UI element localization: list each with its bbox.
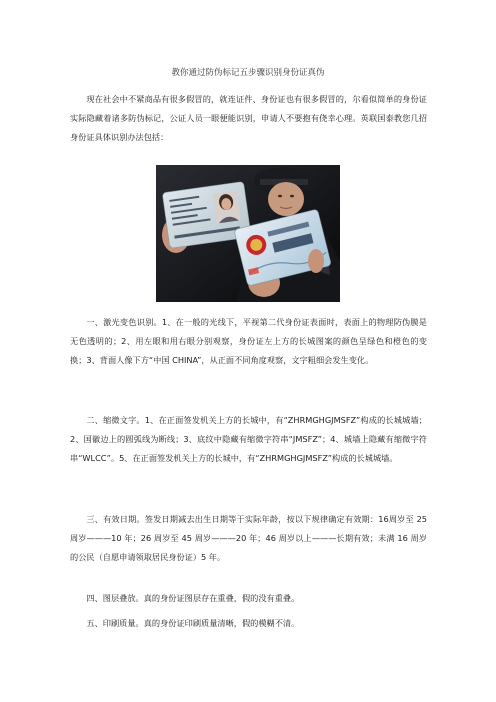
intro-paragraph: 现在社会中不紧商品有很多假冒的，就连证件、身份证也有很多假冒的，尔看似简单的身份证实际隐藏着诸多防伪标记，公证人员一眼便能识别，申请人不要抱有侥幸心理。英联国泰教您几招身份证具体识别办法包括： <box>70 94 427 142</box>
section-1-paragraph: 一、激光变色识别。1、在一般的光线下，平视第二代身份证表面时，表面上的物理防伪膜是无色透明的；2、用左眼和用右眼分别观察，身份证左上方的长城图案的颜色呈绿色和橙色的变换；3、背面人像下方“中国 CHINA”，从正面不同角度观察，文字粗细会发生变化。 <box>70 317 427 365</box>
id-card-photo <box>156 165 340 302</box>
id-card-illustration <box>156 165 340 302</box>
section-3-paragraph: 三、有效日期。签发日期减去出生日期等于实际年龄，按以下规律确定有效期：16周岁至 25 周岁———10 年；26 周岁至 45 周岁———20 年；46 周岁以上———长期有效；未满 16 周岁的公民（自愿申请领取居民身份证）5 年。 <box>70 514 427 562</box>
section-2-paragraph: 二、缩微文字。1、在正面签发机关上方的长城中，有“ZHRMGHGJMSFZ”构成的长城城墙；2、国徽边上的圆弧线为断线；3、底纹中隐藏有缩微字符串“JMSFZ”；4、城墙上隐藏有缩微字符串“WLCC”。5、在正面签发机关上方的长城中，有“ZHRMGHGJMSFZ”构成的长城城墙。 <box>70 415 427 463</box>
document-title: 教你通过防伪标记五步骤识别身份证真伪 <box>171 68 325 78</box>
section-5-paragraph: 五、印刷质量。真的身份证印刷质量清晰，假的模糊不清。 <box>86 618 300 628</box>
section-4-paragraph: 四、图层叠放。真的身份证图层存在重叠，假的没有重叠。 <box>86 593 300 603</box>
